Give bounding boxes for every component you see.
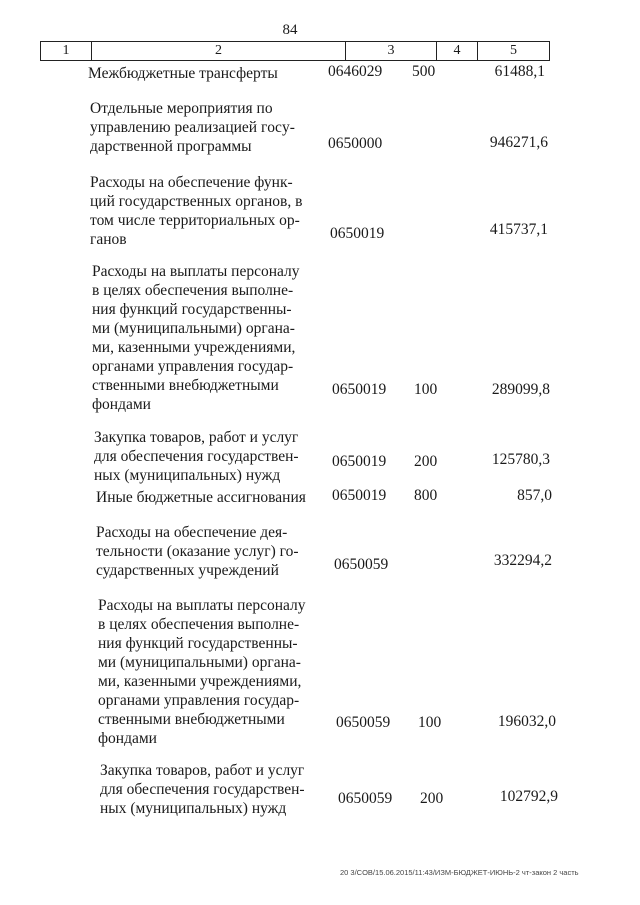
- row-description-line: для обеспечения государствен-: [100, 781, 305, 798]
- row-code: 0650019: [332, 487, 387, 504]
- row-group: 200: [420, 790, 444, 807]
- row-code: 0650059: [336, 714, 391, 731]
- row-amount: 196032,0: [497, 713, 556, 730]
- row-description-line: для обеспечения государствен-: [94, 448, 299, 465]
- row-amount: 857,0: [517, 487, 552, 504]
- row-amount: 289099,8: [491, 381, 550, 398]
- row-description-line: фондами: [98, 730, 157, 747]
- row-description-line: ми (муниципальными) органа-: [92, 320, 295, 337]
- row-description-line: ций государственных органов, в: [90, 193, 303, 210]
- row-description-line: Закупка товаров, работ и услуг: [94, 429, 299, 446]
- row-code: 0650059: [334, 556, 389, 573]
- row-group: 800: [414, 487, 438, 504]
- row-description-line: в целях обеспечения выполне-: [98, 616, 300, 633]
- row-description-line: Расходы на обеспечение функ-: [90, 174, 293, 191]
- row-code: 0650059: [338, 790, 393, 807]
- row-description-line: органами управления государ-: [92, 358, 294, 375]
- row-description-line: ных (муниципальных) нужд: [94, 467, 281, 484]
- row-code: 0650000: [328, 135, 383, 152]
- row-amount: 61488,1: [494, 63, 545, 80]
- row-description-line: Расходы на обеспечение дея-: [96, 524, 288, 541]
- row-group: 500: [412, 63, 436, 80]
- row-description-line: ных (муниципальных) нужд: [100, 800, 287, 817]
- row-description-line: Межбюджетные трансферты: [88, 65, 278, 82]
- header-col-1: 1: [62, 43, 70, 58]
- document-footer: 20 3/COB/15.06.2015/11:43/ИЗМ-БЮДЖЕТ-ИЮНЬ-2 чт-закон 2 часть: [340, 868, 579, 877]
- row-description-line: ственными внебюджетными: [98, 711, 285, 728]
- row-group: 200: [414, 453, 438, 470]
- row-description-line: Иные бюджетные ассигнования: [96, 489, 306, 506]
- row-description-line: ми (муниципальными) органа-: [98, 654, 301, 671]
- header-col-5: 5: [510, 43, 517, 58]
- row-description-line: ния функций государственны-: [92, 301, 292, 318]
- row-code: 0650019: [332, 453, 387, 470]
- row-description-line: фондами: [92, 396, 151, 413]
- row-amount: 125780,3: [491, 451, 550, 468]
- row-group: 100: [418, 714, 442, 731]
- row-amount: 102792,9: [499, 788, 558, 805]
- row-group: 100: [414, 381, 438, 398]
- row-amount: 946271,6: [489, 134, 548, 151]
- header-col-3: 3: [387, 43, 395, 58]
- header-col-4: 4: [453, 43, 461, 58]
- row-description-line: том числе территориальных ор-: [90, 212, 300, 229]
- row-amount: 332294,2: [493, 552, 552, 569]
- row-description-line: Расходы на выплаты персоналу: [92, 263, 300, 280]
- row-description-line: тельности (оказание услуг) го-: [96, 543, 299, 560]
- row-description-line: управлению реализацией гocy-: [90, 119, 295, 136]
- row-description-line: дарственной программы: [90, 138, 252, 155]
- row-description-line: ственными внебюджетными: [92, 377, 279, 394]
- table-header: [40, 41, 550, 61]
- row-description-line: ганов: [90, 231, 127, 248]
- header-col-2: 2: [215, 43, 222, 58]
- row-description-line: Отдельные мероприятия по: [90, 100, 273, 117]
- page-number: 84: [282, 22, 298, 38]
- row-code: 0650019: [330, 225, 385, 242]
- row-description-line: органами управления государ-: [98, 692, 300, 709]
- row-description-line: ния функций государственны-: [98, 635, 298, 652]
- row-description-line: ми, казенными учреждениями,: [98, 673, 302, 690]
- row-amount: 415737,1: [489, 221, 548, 238]
- row-description-line: ми, казенными учреждениями,: [92, 339, 296, 356]
- row-description-line: в целях обеспечения выполне-: [92, 282, 294, 299]
- row-code: 0646029: [328, 63, 383, 80]
- row-code: 0650019: [332, 381, 387, 398]
- row-description-line: Расходы на выплаты персоналу: [98, 597, 306, 614]
- row-description-line: сударственных учреждений: [96, 562, 279, 579]
- row-description-line: Закупка товаров, работ и услуг: [100, 762, 305, 779]
